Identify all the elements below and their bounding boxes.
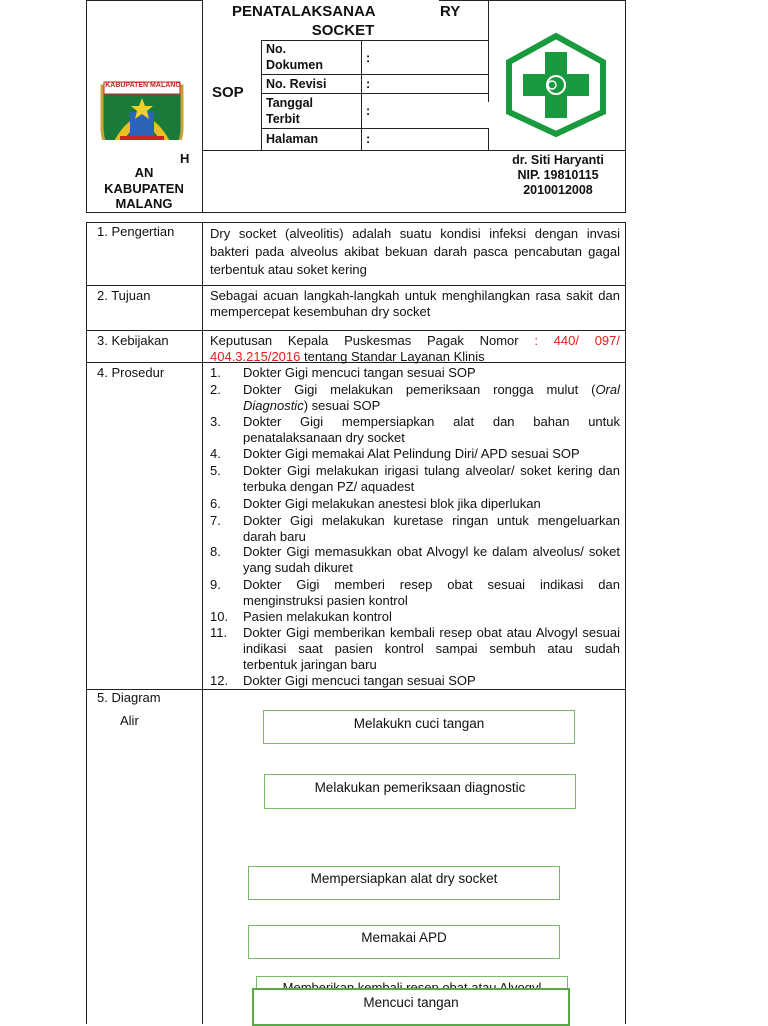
org-line1: H (180, 151, 190, 166)
flow-box-apd: Memakai APD (248, 925, 560, 959)
procedure-step: 12. Dokter Gigi mencuci tangan sesuai SOP (210, 673, 476, 688)
procedure-step: 11. Dokter Gigi memberikan kembali resep obat atau Alvogyl sesuai indikasi saat pasien kontrol sampai sembuh atau sudah terbentuk jaringan baru (210, 625, 620, 672)
policy-text-c: tentang Standar Layanan Klinis (300, 349, 485, 364)
logo-text: KABUPATEN MALANG (105, 82, 181, 89)
flow-box-cuci-tangan: Melakukn cuci tangan (263, 710, 575, 744)
procedure-step: 10. Pasien melakukan kontrol (210, 609, 392, 624)
procedure-step: 2. Dokter Gigi melakukan pemeriksaan rongga mulut (Oral Diagnostic) sesuai SOP (210, 382, 620, 413)
signer-name: dr. Siti Haryanti (512, 153, 604, 167)
section-label-tujuan: 2. Tujuan (97, 288, 151, 303)
signer-nip-line1: NIP. 19810115 (517, 168, 599, 182)
procedure-step: 1. Dokter Gigi mencuci tangan sesuai SOP (210, 365, 476, 380)
sop-label: SOP (212, 84, 244, 101)
policy-text-a: Keputusan Kepala Puskesmas Pagak Nomor (210, 333, 535, 348)
document-title-line1-right: RY (440, 3, 461, 20)
meta-value-no-revisi: : (366, 77, 371, 91)
procedure-step: 6. Dokter Gigi melakukan anestesi blok jika diperlukan (210, 496, 541, 511)
meta-label-no-dokumen: No. Dokumen (266, 42, 323, 72)
document-title-line2: SOCKET (311, 22, 375, 39)
flow-box-persiapan-alat: Mempersiapkan alat dry socket (248, 866, 560, 900)
meta-value-tanggal-terbit: : (366, 104, 371, 118)
section-label-prosedur: 4. Prosedur (97, 365, 165, 380)
section-text-pengertian: Dry socket (alveolitis) adalah suatu kondisi infeksi dengan invasi bakteri pada alveolus akibat bekuan darah pasca pencabutan gagal terbentuk atau soket kering (210, 226, 620, 277)
section-label-kebijakan: 3. Kebijakan (97, 333, 169, 348)
document-title-line1: PENATALAKSANAA (232, 3, 376, 20)
signer-nip-line2: 2010012008 (523, 183, 593, 197)
procedure-step: 8. Dokter Gigi memasukkan obat Alvogyl ke dalam alveolus/ soket yang sudah dikuret (210, 544, 620, 575)
procedure-step: 3. Dokter Gigi mempersiapkan alat dan bahan untuk penatalaksanaan dry socket (210, 414, 620, 445)
section-text-kebijakan (210, 333, 620, 365)
meta-value-no-dokumen: : (366, 51, 371, 65)
section-label-pengertian: 1. Pengertian (97, 224, 175, 239)
flow-box-pemeriksaan: Melakukan pemeriksaan diagnostic (264, 774, 576, 809)
meta-label-tanggal-terbit: Tanggal Terbit (266, 96, 313, 126)
procedure-step: 5. Dokter Gigi melakukan irigasi tulang alveolar/ soket kering dan terbuka dengan PZ/ aquadest (210, 463, 620, 494)
org-line4: MALANG (115, 196, 173, 211)
meta-label-no-revisi: No. Revisi (266, 77, 327, 91)
procedure-step: 4. Dokter Gigi memakai Alat Pelindung Diri/ APD sesuai SOP (210, 446, 580, 461)
flow-box-mencuci-tangan: Mencuci tangan (252, 988, 570, 1026)
meta-label-halaman: Halaman (266, 132, 319, 146)
policy-number: : 440/ 097/ 404.3.215/2016 (210, 333, 620, 364)
section-text-tujuan: Sebagai acuan langkah-langkah untuk menghilangkan rasa sakit dan mempercepat kesembuhan dry socket (210, 288, 620, 319)
puskesmas-logo (503, 32, 609, 138)
section-label-diagram: 5. Diagram (97, 690, 161, 705)
org-line2: AN (134, 165, 154, 180)
meta-value-halaman: : (366, 132, 371, 146)
procedure-step: 7. Dokter Gigi melakukan kuretase ringan untuk mengeluarkan darah baru (210, 513, 620, 544)
procedure-step: 9. Dokter Gigi memberi resep obat sesuai indikasi dan menginstruksi pasien kontrol (210, 577, 620, 608)
section-label-diagram-line2: Alir (120, 713, 139, 728)
org-line3: KABUPATEN (104, 181, 184, 196)
